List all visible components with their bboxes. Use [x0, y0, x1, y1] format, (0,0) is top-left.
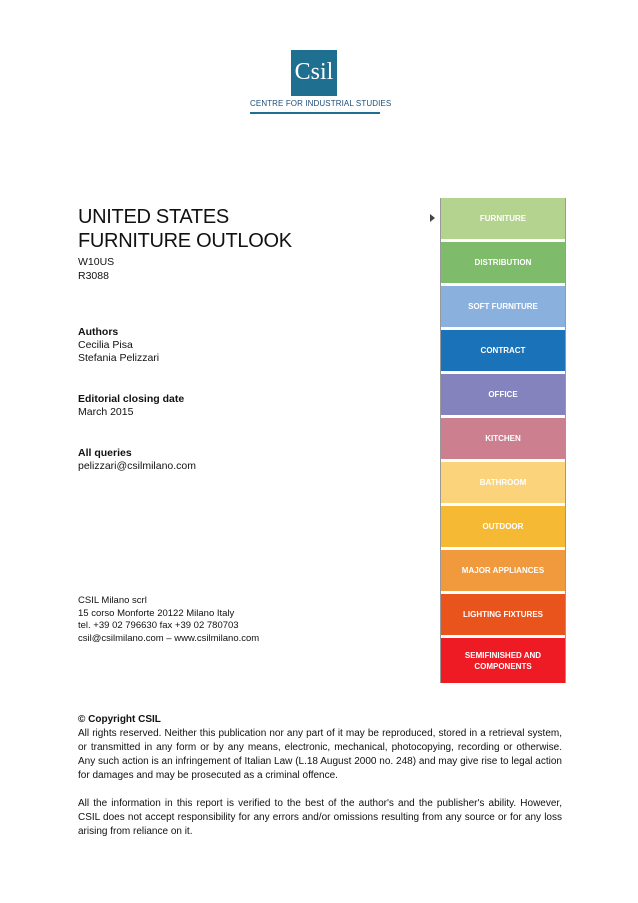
copyright-heading: © Copyright CSIL: [78, 714, 161, 725]
company-street: 15 corso Monforte 20122 Milano Italy: [78, 607, 235, 619]
queries-heading: All queries: [78, 447, 132, 459]
title-line-1: UNITED STATES: [78, 206, 229, 228]
address-section: [78, 595, 259, 645]
sector-distribution[interactable]: DISTRIBUTION: [441, 242, 565, 283]
disclaimer-paragraph: All the information in this report is verified to the best of the author's and the publisher's ability. However, CSIL does not accept responsibility for any errors and/or omissions resulting from any source or for any loss arising from reliance on it.: [78, 798, 562, 837]
sector-major-appliances[interactable]: MAJOR APPLIANCES: [441, 550, 565, 591]
csil-logo: [250, 50, 392, 116]
csil-logo-caption: CENTRE FOR INDUSTRIAL STUDIES: [250, 99, 392, 108]
queries-email[interactable]: pelizzari@csilmilano.com: [78, 460, 197, 472]
queries-section: [78, 447, 196, 473]
csil-logo-mark: Csil: [291, 50, 337, 96]
sector-office[interactable]: OFFICE: [441, 374, 565, 415]
sector-bathroom[interactable]: BATHROOM: [441, 462, 565, 503]
sector-kitchen[interactable]: KITCHEN: [441, 418, 565, 459]
logo-rule: [250, 112, 380, 114]
author-name: Cecilia Pisa: [78, 339, 133, 351]
author-name: Stefania Pelizzari: [78, 352, 160, 364]
sector-soft-furniture[interactable]: SOFT FURNITURE: [441, 286, 565, 327]
copyright-section: [78, 713, 562, 839]
company-name: CSIL Milano scrl: [78, 595, 147, 606]
sector-lighting-fixtures[interactable]: LIGHTING FIXTURES: [441, 594, 565, 635]
report-code-2: R3088: [78, 270, 109, 282]
authors-heading: Authors: [78, 326, 119, 338]
selected-arrow-icon: [430, 214, 435, 222]
closing-date-heading: Editorial closing date: [78, 393, 185, 405]
title-line-2: FURNITURE OUTLOOK: [78, 230, 292, 252]
sector-outdoor[interactable]: OUTDOOR: [441, 506, 565, 547]
company-contacts[interactable]: csil@csilmilano.com – www.csilmilano.com: [78, 632, 260, 644]
sector-contract[interactable]: CONTRACT: [441, 330, 565, 371]
closing-date-section: [78, 393, 184, 419]
closing-date: March 2015: [78, 406, 134, 418]
report-code-1: W10US: [78, 256, 115, 268]
authors-section: [78, 326, 159, 365]
sector-semifinished-and-components[interactable]: SEMIFINISHED AND COMPONENTS: [441, 638, 565, 683]
report-title: [78, 205, 292, 253]
sector-list: [440, 198, 566, 683]
copyright-paragraph: All rights reserved. Neither this publication nor any part of it may be reproduced, stored in a retrieval system, or transmitted in any form or by any means, electronic, mechanical, photocopying, recording or otherwise. Any such action is an infringement of Italian Law (L.18 August 2000 no. 248) and may give rise to legal action for damages and may be prosecuted as a criminal offence.: [78, 728, 562, 781]
sector-furniture[interactable]: FURNITURE: [441, 198, 565, 239]
company-phone: tel. +39 02 796630 fax +39 02 780703: [78, 620, 239, 631]
